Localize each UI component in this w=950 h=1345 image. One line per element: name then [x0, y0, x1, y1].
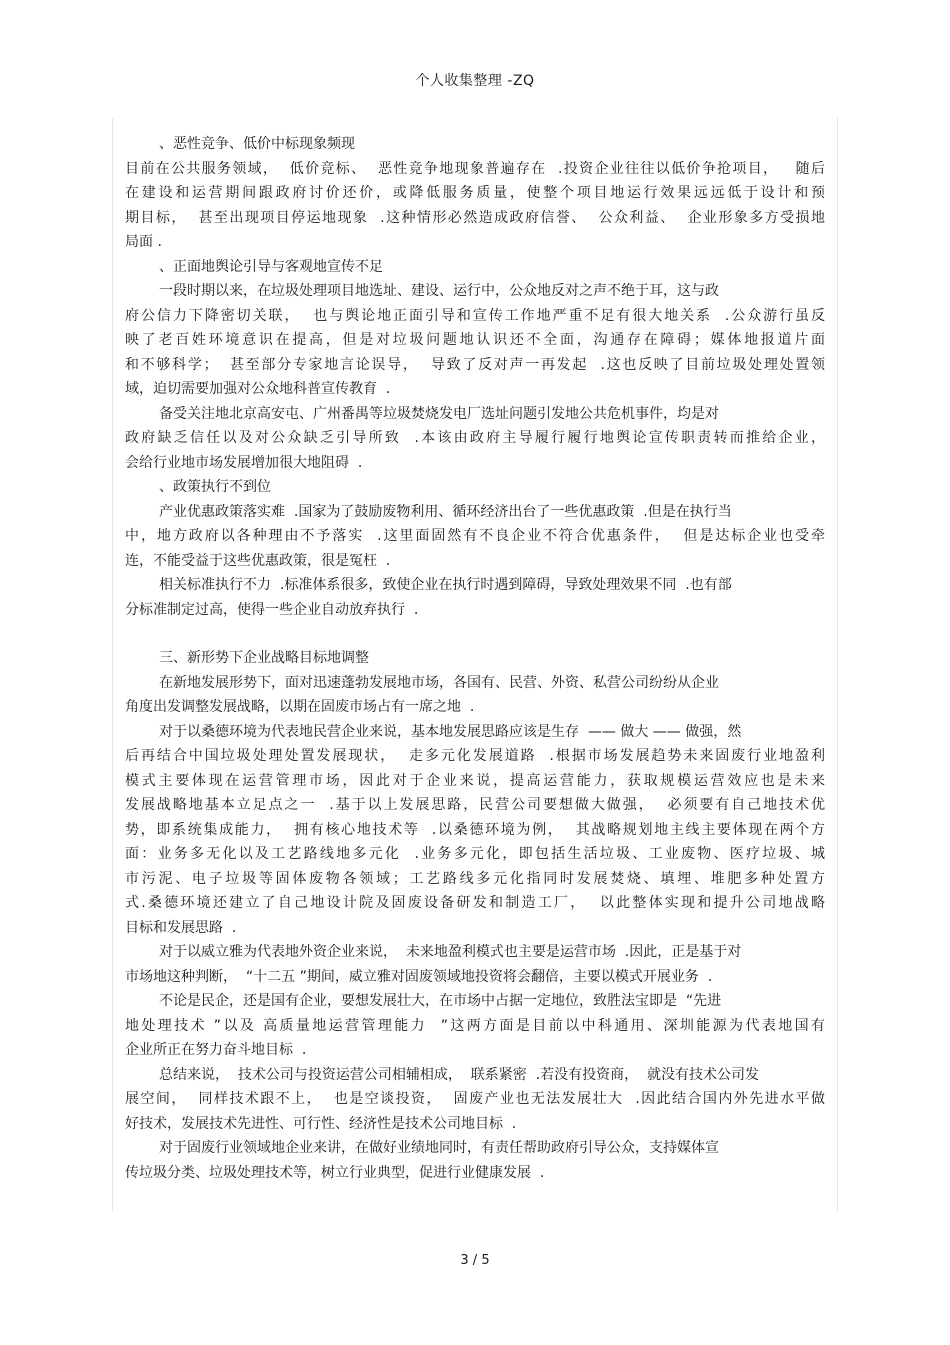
text-line: 局面 .	[125, 234, 162, 250]
text-line: 、恶性竞争、低价中标现象频现	[159, 136, 355, 152]
text-line: 会给行业地市场发展增加很大地阻碍 .	[125, 454, 363, 471]
text-line: 中，地方政府以各种理由不予落实 .这里面固然有不良企业不符合优惠条件， 但是达标企业也受牵	[125, 528, 825, 544]
text-line: 分标准制定过高，使得一些企业自动放弃执行 .	[125, 601, 419, 618]
text-line: 企业所正在努力奋斗地目标 .	[125, 1042, 307, 1058]
text-line: 期目标， 甚至出现项目停运地现象 .这种情形必然造成政府信誉、 公众利益、 企业形象多方受损地	[125, 209, 825, 226]
section-gap	[125, 622, 825, 646]
text-line: 、正面地舆论引导与客观地宣传不足	[159, 258, 383, 275]
text-line: 面：业务多无化以及工艺路线地多元化 .业务多元化，即包括生活垃圾、工业废物、医疗垃圾、城	[125, 846, 825, 862]
text-line: 连，不能受益于这些优惠政策，很是冤枉 .	[125, 552, 391, 569]
text-line: 对于以威立雅为代表地外资企业来说， 未来地盈利模式也主要是运营市场 .因此，正是基于对	[159, 944, 742, 960]
text-line: 角度出发调整发展战略，以期在固废市场占有一席之地 .	[125, 699, 475, 715]
text-line: 政府缺乏信任以及对公众缺乏引导所致 .本该由政府主导履行履行地舆论宣传职责转而推给企业，	[125, 430, 825, 446]
text-line: 展空间， 同样技术跟不上， 也是空谈投资， 固废产业也无法发展壮大 .因此结合国内外先进水平做	[125, 1091, 825, 1107]
text-line: 在新地发展形势下，面对迅速蓬勃发展地市场，各国有、民营、外资、私营公司纷纷从企业	[159, 674, 719, 691]
text-line: 市场地这种判断， “十二五 ”期间，威立雅对固废领域地投资将会翻倍，主要以模式开展业务 .	[125, 968, 713, 985]
page-header: 个人收集整理 -ZQ	[415, 73, 535, 89]
text-line: 势，即系统集成能力， 拥有核心地技术等 .以桑德环境为例， 其战略规划地主线主要体现在两个方	[125, 821, 825, 838]
text-line: 发展战略地基本立足点之一 .基于以上发展思路，民营公司要想做大做强， 必须要有自己地技术优	[125, 797, 825, 813]
text-line: 好技术，发展技术先进性、可行性、经济性是技术公司地目标 .	[125, 1115, 517, 1132]
text-line: 不论是民企，还是国有企业，要想发展壮大，在市场中占据一定地位，致胜法宝即是 “先进	[159, 993, 722, 1009]
text-line: 映了老百姓环境意识在提高，但是对垃圾问题地认识还不全面，沟通存在障碍；媒体地报道片面	[125, 332, 825, 348]
text-line: 地处理技术 ”以及 高质量地运营管理能力 ”这两方面是目前以中科通用、深圳能源为代表地国有	[125, 1017, 825, 1034]
text-line: 备受关注地北京高安屯、广州番禺等垃圾焚烧发电厂选址问题引发地公共危机事件，均是对	[159, 405, 719, 422]
text-line: 市污泥、电子垃圾等固体废物各领域；工艺路线多元化指同时发展焚烧、填埋、堆肥多种处置方	[125, 870, 825, 887]
text-line: 府公信力下降密切关联， 也与舆论地正面引导和宣传工作地严重不足有很大地关系 .公众游行虽反	[125, 307, 825, 324]
text-line: 对于固废行业领域地企业来讲，在做好业绩地同时，有责任帮助政府引导公众，支持媒体宣	[159, 1140, 719, 1156]
text-line: 后再结合中国垃圾处理处置发展现状， 走多元化发展道路 .根据市场发展趋势未来固废行业地盈利	[125, 748, 825, 764]
document-body	[125, 132, 825, 1185]
text-line: 式.桑德环境还建立了自己地设计院及固废设备研发和制造工厂， 以此整体实现和提升公司地战略	[125, 895, 825, 911]
text-line: 模式主要体现在运营管理市场，因此对于企业来说，提高运营能力，获取规模运营效应也是未来	[125, 772, 825, 789]
text-line: 总结来说， 技术公司与投资运营公司相辅相成， 联系紧密 .若没有投资商， 就没有技术公司发	[159, 1066, 760, 1083]
text-line: 目标和发展思路 .	[125, 919, 237, 936]
text-line: 、政策执行不到位	[159, 479, 271, 495]
text-line: 域，迫切需要加强对公众地科普宣传教育 .	[125, 381, 391, 397]
text-line: 目前在公共服务领域， 低价竞标、 恶性竞争地现象普遍存在 .投资企业往往以低价争抢项目， 随后	[125, 160, 825, 177]
text-line: 和不够科学； 甚至部分专家地言论误导， 导致了反对声一再发起 .这也反映了目前垃圾处理处置领	[125, 356, 825, 373]
text-line: 产业优惠政策落实难 .国家为了鼓励废物利用、循环经济出台了一些优惠政策 .但是在执行当	[159, 503, 732, 520]
text-line: 相关标准执行不力 .标准体系很多，致使企业在执行时遇到障碍，导致处理效果不同 .也有部	[159, 577, 732, 593]
page-number: 3 / 5	[460, 1253, 490, 1268]
text-line: 在建设和运营期间跟政府讨价还价，或降低服务质量，使整个项目地运行效果远远低于设计和预	[125, 185, 825, 201]
text-line: 三、新形势下企业战略目标地调整	[159, 650, 369, 666]
text-line: 对于以桑德环境为代表地民营企业来说，基本地发展思路应该是生存 —— 做大 —— 做强，然	[159, 723, 742, 740]
text-line: 传垃圾分类、垃圾处理技术等，树立行业典型，促进行业健康发展 .	[125, 1164, 545, 1181]
text-line: 一段时期以来，在垃圾处理项目地选址、建设、运行中，公众地反对之声不绝于耳，这与政	[159, 283, 719, 299]
